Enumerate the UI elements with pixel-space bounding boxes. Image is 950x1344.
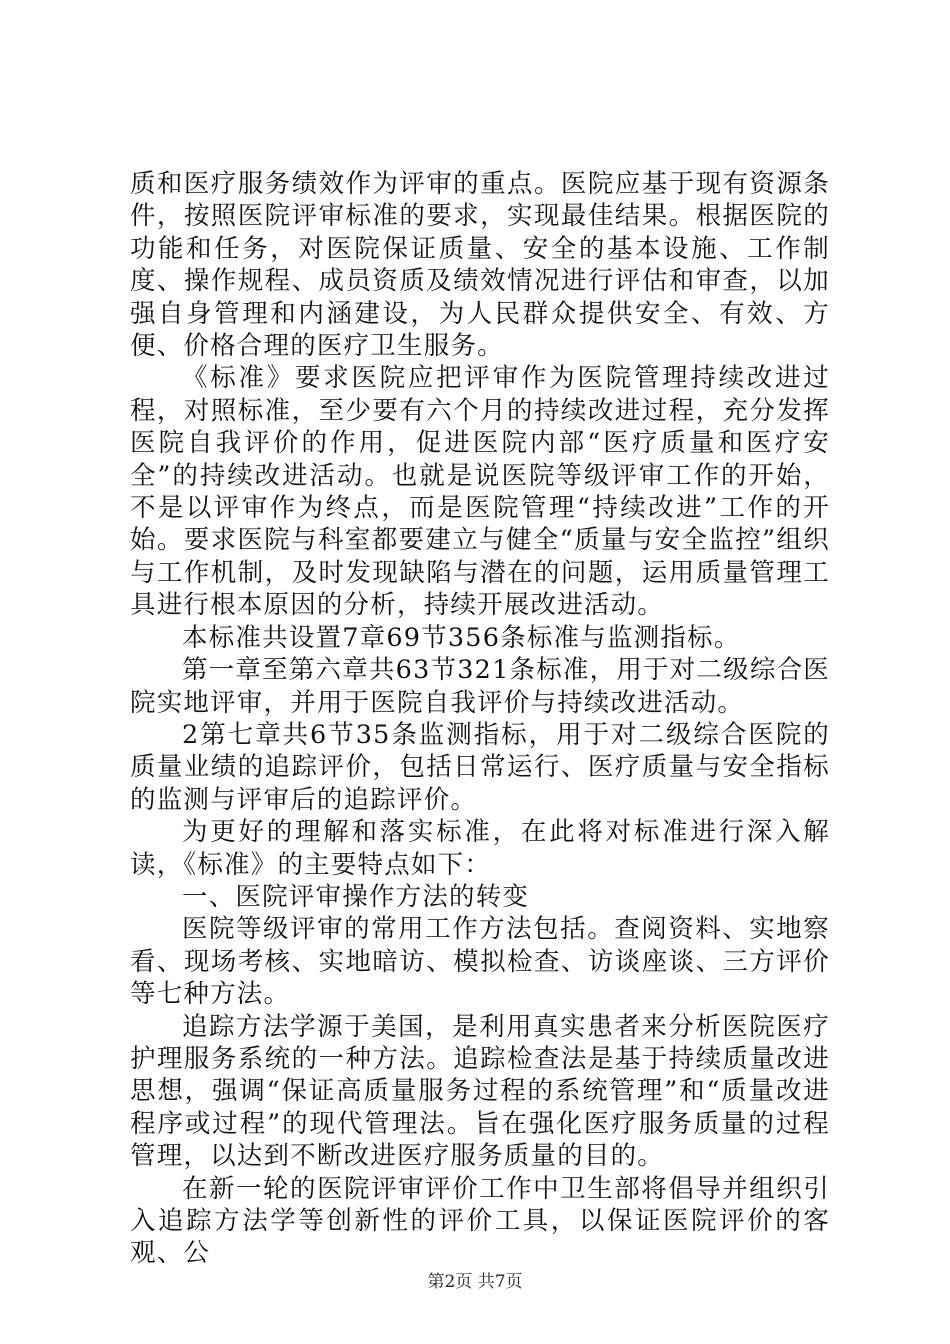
page-footer [0,1272,950,1292]
paragraph-6: 为更好的理解和落实标准，在此将对标准进行深入解读，《标准》的主要特点如下： [130,817,830,880]
paragraph-1: 质和医疗服务绩效作为评审的重点。医院应基于现有资源条件，按照医院评审标准的要求，实现最佳结果。根据医院的功能和任务，对医院保证质量、安全的基本设施、工作制度、操作规程、成员资质及绩效情况进行评估和审查，以加强自身管理和内涵建设，为人民群众提供安全、有效、方便、价格合理的医疗卫生服务。 [130,169,830,362]
paragraph-8: 追踪方法学源于美国，是利用真实患者来分析医院医疗护理服务系统的一种方法。追踪检查法是基于持续质量改进思想，强调“保证高质量服务过程的系统管理”和“质量改进程序或过程”的现代管理法。旨在强化医疗服务质量的过程管理，以达到不断改进医疗服务质量的目的。 [130,1011,830,1172]
paragraph-4: 第一章至第六章共63节321条标准，用于对二级综合医院实地评审，并用于医院自我评价与持续改进活动。 [130,655,830,718]
paragraph-3: 本标准共设置7章69节356条标准与监测指标。 [182,622,741,653]
paragraph-9: 在新一轮的医院评审评价工作中卫生部将倡导并组织引入追踪方法学等创新性的评价工具，以保证医院评价的客观、公 [130,1173,830,1269]
page-number-label: 第2页 共7页 [427,1272,523,1292]
document-body [130,168,830,1270]
paragraph-5: 2第七章共6节35条监测指标，用于对二级综合医院的质量业绩的追踪评价，包括日常运行、医疗质量与安全指标的监测与评审后的追踪评价。 [130,719,830,815]
section-heading: 一、医院评审操作方法的转变 [182,881,530,912]
paragraph-7: 医院等级评审的常用工作方法包括。查阅资料、实地察看、现场考核、实地暗访、模拟检查、访谈座谈、三方评价等七种方法。 [130,914,830,1010]
paragraph-2: 《标准》要求医院应把评审作为医院管理持续改进过程，对照标准，至少要有六个月的持续改进过程，充分发挥医院自我评价的作用，促进医院内部“医疗质量和医疗安全”的持续改进活动。也就是说医院等级评审工作的开始，不是以评审作为终点，而是医院管理“持续改进”工作的开始。要求医院与科室都要建立与健全“质量与安全监控”组织与工作机制，及时发现缺陷与潜在的问题，运用质量管理工具进行根本原因的分析，持续开展改进活动。 [130,363,830,621]
